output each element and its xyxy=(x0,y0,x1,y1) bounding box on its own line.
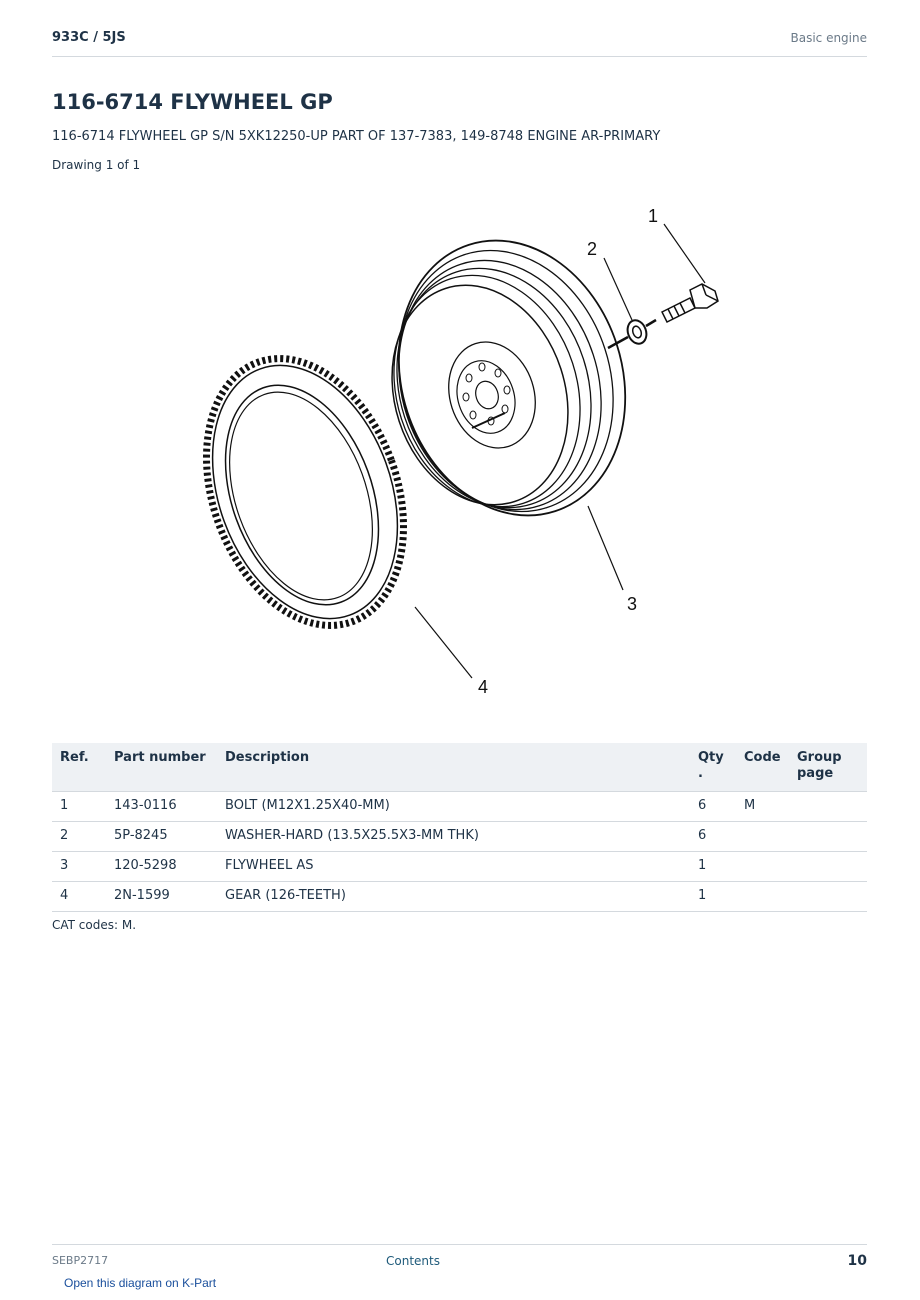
callout-2: 2 xyxy=(587,239,598,259)
cell-qty: 6 xyxy=(690,792,736,822)
cell-description: FLYWHEEL AS xyxy=(217,852,690,882)
cell-code xyxy=(736,882,789,912)
page-subtitle: 116-6714 FLYWHEEL GP S/N 5XK12250-UP PART OF 137-7383, 149-8748 ENGINE AR-PRIMARY xyxy=(52,129,661,144)
cell-qty: 1 xyxy=(690,852,736,882)
page-number: 10 xyxy=(847,1253,867,1269)
table-row xyxy=(52,822,867,852)
cell-group-page xyxy=(789,852,867,882)
header-description: Description xyxy=(217,743,690,792)
table-row xyxy=(52,882,867,912)
flywheel-diagram xyxy=(180,195,740,705)
cat-codes: CAT codes: M. xyxy=(52,918,137,932)
cell-code xyxy=(736,852,789,882)
cell-group-page xyxy=(789,882,867,912)
flywheel-drawing xyxy=(364,211,660,545)
page-footer xyxy=(52,1244,867,1275)
cell-ref: 4 xyxy=(52,882,106,912)
model-label: 933C / 5JS xyxy=(52,30,126,45)
header-part-number: Part number xyxy=(106,743,217,792)
header-group-page: Group page xyxy=(789,743,867,792)
cell-ref: 1 xyxy=(52,792,106,822)
cell-part-number: 143-0116 xyxy=(106,792,217,822)
cell-group-page xyxy=(789,822,867,852)
kpart-diagram-link[interactable]: Open this diagram on K-Part xyxy=(64,1276,217,1290)
cell-description: BOLT (M12X1.25X40-MM) xyxy=(217,792,690,822)
section-label: Basic engine xyxy=(790,31,867,45)
cell-qty: 1 xyxy=(690,882,736,912)
table-row xyxy=(52,792,867,822)
document-id: SEBP2717 xyxy=(52,1254,109,1267)
parts-table xyxy=(52,743,867,912)
cell-qty: 6 xyxy=(690,822,736,852)
cell-description: WASHER-HARD (13.5X25.5X3-MM THK) xyxy=(217,822,690,852)
cell-code: M xyxy=(736,792,789,822)
table-row xyxy=(52,852,867,882)
callout-3: 3 xyxy=(627,594,638,614)
page-title: 116-6714 FLYWHEEL GP xyxy=(52,90,333,114)
header-ref: Ref. xyxy=(52,743,106,792)
leader-lines xyxy=(415,224,705,678)
cell-ref: 3 xyxy=(52,852,106,882)
bolt-drawing xyxy=(662,284,718,322)
cell-group-page xyxy=(789,792,867,822)
cell-part-number: 2N-1599 xyxy=(106,882,217,912)
cell-description: GEAR (126-TEETH) xyxy=(217,882,690,912)
header-qty: Qty . xyxy=(690,743,736,792)
contents-link[interactable]: Contents xyxy=(386,1254,440,1268)
washer-drawing xyxy=(608,318,656,348)
callout-4: 4 xyxy=(478,677,489,697)
cell-ref: 2 xyxy=(52,822,106,852)
cell-part-number: 5P-8245 xyxy=(106,822,217,852)
page-header xyxy=(52,28,867,57)
parts-table-header xyxy=(52,743,867,792)
cell-code xyxy=(736,822,789,852)
header-code: Code xyxy=(736,743,789,792)
cell-part-number: 120-5298 xyxy=(106,852,217,882)
callout-1: 1 xyxy=(648,206,659,226)
drawing-count: Drawing 1 of 1 xyxy=(52,158,141,172)
